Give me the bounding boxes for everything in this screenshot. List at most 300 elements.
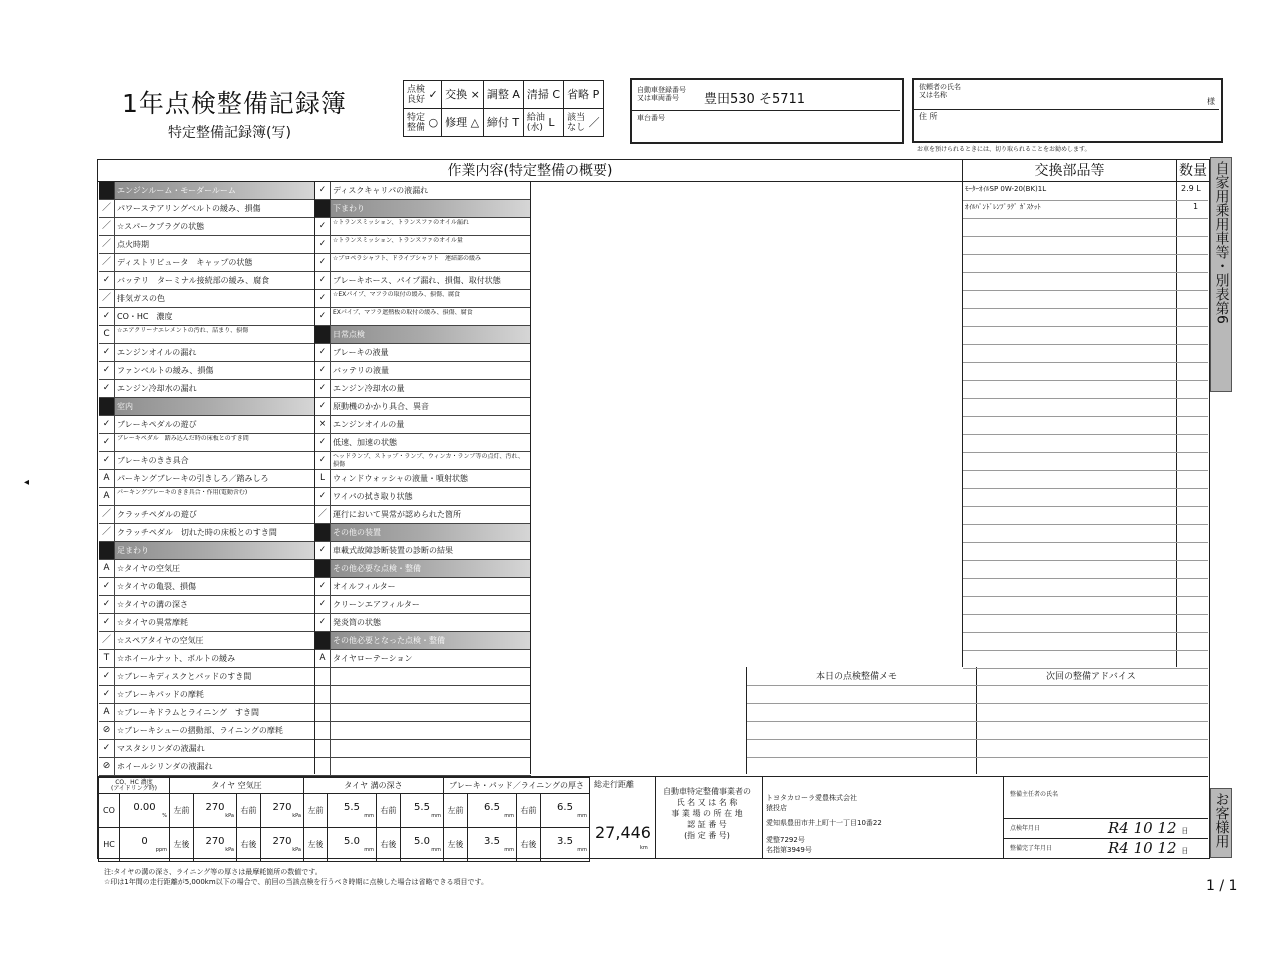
checklist-row xyxy=(99,290,315,308)
page-subtitle: 特定整備記録簿(写) xyxy=(168,125,291,141)
check-mark: A xyxy=(99,560,115,577)
check-label: ☆トランスミッション、トランスファのオイル量 xyxy=(333,237,463,244)
check-mark xyxy=(315,200,331,217)
client-box xyxy=(912,78,1223,143)
check-label: EXパイプ、マフラ遮熱板の取付の緩み、損傷、腐食 xyxy=(333,309,473,316)
legend-repair: 修理 △ xyxy=(442,109,484,137)
check-mark: A xyxy=(99,704,115,721)
section-header xyxy=(315,200,531,218)
check-mark xyxy=(315,524,331,541)
pad-rr: 3.5 xyxy=(557,836,573,847)
co-value: 0.00 xyxy=(133,802,156,813)
checklist-row xyxy=(99,560,315,578)
check-label: エンジンオイルの漏れ xyxy=(117,348,197,357)
chassis-label: 車台番号 xyxy=(637,114,665,122)
footnote-1: 注:タイヤの溝の深さ、ライニング等の厚さは最摩耗箇所の数値です。 xyxy=(104,868,322,876)
section-header xyxy=(315,524,531,542)
check-mark: ✓ xyxy=(99,344,115,361)
checklist-row xyxy=(315,416,531,434)
grid-line xyxy=(963,632,1208,633)
check-mark: L xyxy=(315,470,331,487)
hc-label: HC xyxy=(99,828,120,862)
part-qty: 1 xyxy=(1193,202,1199,211)
checklist-row xyxy=(99,740,315,758)
checklist-row xyxy=(99,524,315,542)
check-mark xyxy=(315,632,331,649)
check-mark: ✓ xyxy=(315,344,331,361)
check-label: クリーンエアフィルター xyxy=(333,600,420,609)
side-tab-customer xyxy=(1210,788,1232,858)
check-mark xyxy=(315,686,331,703)
inspect-date: R4 10 12 日 xyxy=(1108,819,1189,837)
check-mark: ✓ xyxy=(315,308,331,325)
part-qty: 2.9 L xyxy=(1181,184,1201,193)
grid-line xyxy=(963,218,1208,219)
check-label: ☆プロペラシャフト、ドライブシャフト 連結部の緩み xyxy=(333,255,482,262)
grid-line xyxy=(747,685,1208,686)
check-mark: ✓ xyxy=(315,272,331,289)
checklist-row xyxy=(315,290,531,308)
checklist-row xyxy=(315,578,531,596)
checklist-row xyxy=(99,236,315,254)
check-label: 低速、加速の状態 xyxy=(333,438,397,447)
check-label: CO・HC 濃度 xyxy=(117,312,173,321)
check-mark: ✓ xyxy=(315,290,331,307)
checklist-row xyxy=(315,272,531,290)
check-label: ☆タイヤの異常摩耗 xyxy=(117,618,189,627)
grid-line xyxy=(963,488,1208,489)
side-tab-label: 自家用乗用車等・別表第6 xyxy=(1213,161,1230,324)
check-label xyxy=(333,668,529,685)
column-divider xyxy=(655,777,656,858)
check-mark: ✓ xyxy=(315,614,331,631)
check-mark: × xyxy=(315,416,331,433)
check-mark: ✓ xyxy=(99,578,115,595)
business-name: トヨタカローラ愛豊株式会社 xyxy=(766,794,857,802)
check-mark: ✓ xyxy=(315,218,331,235)
complete-label: 整備完了年月日 xyxy=(1010,845,1053,852)
reg-label: 自動車登録番号 又は車両番号 xyxy=(637,86,686,102)
checklist-row xyxy=(315,236,531,254)
check-label: ☆トランスミッション、トランスファのオイル漏れ xyxy=(333,219,469,226)
checklist-row xyxy=(99,362,315,380)
check-mark xyxy=(315,758,331,775)
check-mark: ✓ xyxy=(315,362,331,379)
grid-line xyxy=(963,596,1208,597)
checklist-row xyxy=(99,272,315,290)
check-label: ☆エアクリーナエレメントの汚れ、詰まり、損傷 xyxy=(117,327,249,334)
checklist-row xyxy=(315,542,531,560)
check-label: エンジンルーム・モーダールーム xyxy=(117,186,236,195)
check-mark: T xyxy=(99,650,115,667)
work-header: 作業内容(特定整備の概要) xyxy=(98,160,962,182)
check-label xyxy=(333,686,529,703)
pressure-rr: 270 xyxy=(272,836,292,847)
section-divider xyxy=(98,776,1208,777)
check-mark: ✓ xyxy=(315,596,331,613)
check-mark: A xyxy=(99,470,115,487)
legend-tighten: 締付 T xyxy=(483,109,523,137)
checklist-row xyxy=(315,452,531,470)
check-mark: ✓ xyxy=(315,398,331,415)
legend-clean: 清掃 C xyxy=(523,81,563,109)
check-mark: ✓ xyxy=(315,254,331,271)
checklist-row xyxy=(99,218,315,236)
pressure-fr: 270 xyxy=(272,802,292,813)
check-label: エンジン冷却水の量 xyxy=(333,384,405,393)
tread-fr: 5.5 xyxy=(414,802,430,813)
check-mark: ✓ xyxy=(99,668,115,685)
check-mark: ／ xyxy=(99,506,115,523)
check-label: ディストリビュータ キャップの状態 xyxy=(117,258,253,267)
check-mark: ✓ xyxy=(315,452,331,469)
checklist-row xyxy=(315,740,531,758)
check-label: その他必要となった点検・整備 xyxy=(333,636,445,645)
check-label: ウィンドウォッシャの液量・噴射状態 xyxy=(333,474,469,483)
section-header xyxy=(315,560,531,578)
qty-header: 数量 xyxy=(1176,160,1209,182)
checklist-row xyxy=(99,704,315,722)
check-label: ☆スペアタイヤの空気圧 xyxy=(117,636,204,645)
check-label: ディスクキャリパの液漏れ xyxy=(333,186,429,195)
check-mark: ／ xyxy=(99,200,115,217)
side-tab-form-type xyxy=(1210,157,1232,392)
tread-rr: 5.0 xyxy=(414,836,430,847)
check-label: 日常点検 xyxy=(333,330,365,339)
grid-line xyxy=(963,416,1208,417)
business-branch: 猿投店 xyxy=(766,804,787,812)
grid-line xyxy=(963,326,1208,327)
legend-special: 特定 整備 ○ xyxy=(404,109,442,137)
check-mark: ✓ xyxy=(315,236,331,253)
check-mark: ✓ xyxy=(315,488,331,505)
grid-line xyxy=(963,254,1208,255)
legend-na: 該当 なし ／ xyxy=(564,109,604,137)
check-label: ☆タイヤの空気圧 xyxy=(117,564,181,573)
odometer-unit: km xyxy=(640,845,648,851)
check-label: パーキングブレーキのきき具合・作用(電動含む) xyxy=(117,489,248,496)
client-address-label: 住 所 xyxy=(919,112,938,121)
check-mark: ✓ xyxy=(315,434,331,451)
check-label: 下まわり xyxy=(333,204,365,213)
checklist-row xyxy=(315,380,531,398)
symbol-legend xyxy=(403,80,604,137)
check-mark xyxy=(99,398,115,415)
designation-number: 名指第3949号 xyxy=(766,846,812,854)
check-label: ブレーキホース、パイプ漏れ、損傷、取付状態 xyxy=(333,276,501,285)
check-label: ☆ブレーキドラムとライニング すき間 xyxy=(117,708,260,717)
column-divider xyxy=(530,182,531,774)
grid-line xyxy=(963,344,1208,345)
checklist-row xyxy=(315,182,531,200)
check-mark: ／ xyxy=(99,524,115,541)
client-name-label: 依頼者の氏名 又は名称 xyxy=(919,83,961,99)
check-mark: ⊘ xyxy=(99,722,115,739)
checklist-row xyxy=(99,578,315,596)
grid-line xyxy=(963,200,1208,201)
check-label: 排気ガスの色 xyxy=(117,294,165,303)
check-mark: ⊘ xyxy=(99,758,115,775)
page-title: 1年点検整備記録簿 xyxy=(122,89,347,118)
section-header xyxy=(315,632,531,650)
tread-rl: 5.0 xyxy=(344,836,360,847)
tire-pressure-label: タイヤ 空気圧 xyxy=(170,778,304,794)
checklist-row xyxy=(315,362,531,380)
odometer-label: 総走行距離 xyxy=(594,780,634,789)
grid-line xyxy=(963,362,1208,363)
business-labels: 自動車特定整備事業者の 氏 名 又 は 名 称 事 業 場 の 所 在 地 認 証 番 号 (指 定 番 号) xyxy=(663,787,751,840)
legend-good: 点検 良好 ✓ xyxy=(404,81,442,109)
pad-fl: 6.5 xyxy=(484,802,500,813)
checklist-row xyxy=(99,308,315,326)
check-label: バッテリの液量 xyxy=(333,366,389,375)
check-label: 運行において異常が認められた箇所 xyxy=(333,510,461,519)
part-name: ﾓｰﾀｰｵｲﾙSP 0W-20(BK)1L xyxy=(965,185,1047,193)
check-mark: C xyxy=(99,326,115,343)
checklist-row xyxy=(99,650,315,668)
complete-date-row xyxy=(1004,838,1208,858)
checklist-row xyxy=(99,254,315,272)
check-mark: ／ xyxy=(315,506,331,523)
grid-line xyxy=(963,452,1208,453)
check-label: ブレーキペダル 踏み込んだ時の床板とのすき間 xyxy=(117,435,249,442)
reg-number: 豊田530 そ5711 xyxy=(704,92,806,107)
check-label: 車載式故障診断装置の診断の結果 xyxy=(333,546,453,555)
footnote-2: ☆印は1年間の走行距離が5,000km以下の場合で、前回の当該点検を行うべき時期に点検した場合は省略できる項目です。 xyxy=(104,878,488,886)
check-label: ☆タイヤの亀裂、損傷 xyxy=(117,582,197,591)
grid-line xyxy=(963,470,1208,471)
checklist-row xyxy=(99,686,315,704)
checklist-row xyxy=(315,596,531,614)
checklist-row xyxy=(315,218,531,236)
checklist-row xyxy=(99,380,315,398)
check-label: パーキングブレーキの引きしろ／踏みしろ xyxy=(117,474,269,483)
grid-line xyxy=(963,290,1208,291)
check-label: ☆ホイールナット、ボルトの緩み xyxy=(117,654,236,663)
check-label: ☆ブレーキシューの摺動部、ライニングの摩耗 xyxy=(117,726,283,735)
check-mark xyxy=(315,668,331,685)
checklist-row xyxy=(315,308,531,326)
check-label: 室内 xyxy=(117,402,133,411)
complete-date: R4 10 12 日 xyxy=(1108,839,1189,857)
measurement-table: CO、HC 濃度 (アイドリング時) タイヤ 空気圧 タイヤ 溝の深さ ブレーキ・パッド／ライニングの厚さ CO 0.00 % 左前 270 kPa 右前 270 kPa 左前 5.5 mm 右前 5.5 mm 左前 6.5 mm 右前 6.5 mm HC 0 ppm 左後 270 kPa 右後 270 kPa 左後 5.0 mm 右後 5.0 mm 左後 3.5 mm 右後 3.5 mm xyxy=(98,777,590,862)
check-label: クラッチペダルの遊び xyxy=(117,510,197,519)
check-mark: A xyxy=(315,650,331,667)
checklist-row xyxy=(99,200,315,218)
section-header xyxy=(99,542,315,560)
grid-line xyxy=(963,380,1208,381)
check-mark: ✓ xyxy=(99,416,115,433)
check-mark: ／ xyxy=(99,632,115,649)
grid-line xyxy=(963,272,1208,273)
tread-fl: 5.5 xyxy=(344,802,360,813)
check-label: タイヤローテーション xyxy=(333,654,413,663)
section-header xyxy=(99,398,315,416)
check-mark: ✓ xyxy=(99,272,115,289)
side-tab-label: お客様用 xyxy=(1213,792,1230,848)
checklist-row xyxy=(99,596,315,614)
grid-line xyxy=(963,560,1208,561)
checklist-row xyxy=(99,344,315,362)
check-mark: ✓ xyxy=(99,362,115,379)
section-header xyxy=(315,326,531,344)
grid-line xyxy=(747,703,1208,704)
check-label: クラッチペダル 切れた時の床板とのすき間 xyxy=(117,528,277,537)
grid-line xyxy=(963,524,1208,525)
today-memo-header: 本日の点検整備メモ xyxy=(816,672,898,682)
checklist-row xyxy=(315,650,531,668)
check-label: ブレーキの液量 xyxy=(333,348,389,357)
grid-line xyxy=(963,398,1208,399)
checklist-row xyxy=(99,632,315,650)
checklist-row xyxy=(99,416,315,434)
checklist-row xyxy=(315,722,531,740)
check-mark: ✓ xyxy=(315,578,331,595)
checklist-row xyxy=(99,722,315,740)
check-mark: ✓ xyxy=(99,740,115,757)
check-label: 発炎筒の状態 xyxy=(333,618,381,627)
co-hc-label: CO、HC 濃度 (アイドリング時) xyxy=(99,778,170,794)
check-mark xyxy=(99,542,115,559)
grid-line xyxy=(963,506,1208,507)
check-label xyxy=(333,740,529,757)
checklist-row xyxy=(315,506,531,524)
check-mark xyxy=(315,722,331,739)
check-label: 点火時期 xyxy=(117,240,149,249)
part-name: ｵｲﾙﾊﾟﾝﾄﾞﾚﾝﾌﾟﾗｸﾞ ｶﾞｽｹｯﾄ xyxy=(965,203,1041,211)
pressure-rl: 270 xyxy=(205,836,225,847)
check-mark: ✓ xyxy=(99,614,115,631)
legend-lubricate: 給油 (水) L xyxy=(523,109,563,137)
check-mark: ／ xyxy=(99,254,115,271)
check-label: その他の装置 xyxy=(333,528,381,537)
checklist-row xyxy=(315,668,531,686)
checklist-row xyxy=(315,344,531,362)
column-divider xyxy=(589,777,590,858)
check-mark xyxy=(315,326,331,343)
column-divider xyxy=(314,182,315,774)
checklist-row xyxy=(99,434,315,452)
grid-line xyxy=(963,308,1208,309)
vehicle-box xyxy=(630,78,904,144)
checklist-row xyxy=(99,488,315,506)
inspect-label: 点検年月日 xyxy=(1010,825,1041,832)
check-label: ヘッドランプ、ストップ・ランプ、ウィンカ・ランプ等の点灯、汚れ、損傷 xyxy=(333,453,524,468)
pad-rl: 3.5 xyxy=(484,836,500,847)
chief-label: 整備主任者の氏名 xyxy=(1010,791,1059,798)
check-label: その他必要な点検・整備 xyxy=(333,564,421,573)
check-label: ☆EXパイプ、マフラの取付の緩み、損傷、腐食 xyxy=(333,291,460,298)
check-label: 原動機のかかり具合、異音 xyxy=(333,402,429,411)
checklist-row xyxy=(99,452,315,470)
legend-replace: 交換 × xyxy=(442,81,484,109)
check-label: ☆ブレーキパッドの摩耗 xyxy=(117,690,204,699)
cert-number: 愛整7292号 xyxy=(766,836,805,844)
pressure-fl: 270 xyxy=(205,802,225,813)
page-number: 1 / 1 xyxy=(1206,878,1238,894)
checklist-row xyxy=(99,614,315,632)
check-mark: ／ xyxy=(99,236,115,253)
checklist-row xyxy=(315,470,531,488)
check-mark: ✓ xyxy=(315,380,331,397)
check-mark: ✓ xyxy=(99,686,115,703)
check-mark: ✓ xyxy=(99,308,115,325)
checklist-row xyxy=(315,434,531,452)
check-label: ☆ブレーキディスクとパッドのすき間 xyxy=(117,672,252,681)
inspect-date-row xyxy=(1004,818,1208,838)
checklist-row xyxy=(315,758,531,776)
check-mark: ／ xyxy=(99,218,115,235)
checklist-row xyxy=(99,326,315,344)
check-label: ワイパの拭き取り状態 xyxy=(333,492,413,501)
checklist-row xyxy=(315,398,531,416)
parts-header: 交換部品等 xyxy=(962,160,1176,182)
check-label xyxy=(333,722,529,739)
check-mark xyxy=(99,182,115,199)
client-sama: 様 xyxy=(1207,97,1215,106)
check-mark xyxy=(315,740,331,757)
checklist-row xyxy=(315,488,531,506)
check-label: ブレーキのきき具合 xyxy=(117,456,189,465)
checklist-row xyxy=(99,758,315,776)
co-label: CO xyxy=(99,794,120,828)
check-mark: ✓ xyxy=(99,434,115,451)
grid-line xyxy=(747,721,1208,722)
pad-label: ブレーキ・パッド／ライニングの厚さ xyxy=(444,778,590,794)
page-arrow-left-icon[interactable]: ◂ xyxy=(24,477,30,488)
pad-fr: 6.5 xyxy=(557,802,573,813)
check-mark: A xyxy=(99,488,115,505)
column-divider xyxy=(762,777,763,858)
hc-value: 0 xyxy=(141,836,148,847)
odometer-value: 27,446 xyxy=(595,823,651,842)
check-mark: ✓ xyxy=(99,596,115,613)
check-mark: ✓ xyxy=(99,452,115,469)
checklist-row xyxy=(315,686,531,704)
check-label: マスタシリンダの液漏れ xyxy=(117,744,205,753)
check-mark xyxy=(315,704,331,721)
check-label: オイルフィルター xyxy=(333,582,396,591)
grid-line xyxy=(963,434,1208,435)
check-label: ブレーキペダルの遊び xyxy=(117,420,197,429)
client-note: お車を預けられるときには、切り取られることをお勧めします。 xyxy=(917,146,1091,153)
check-label: ☆スパークプラグの状態 xyxy=(117,222,205,231)
tread-label: タイヤ 溝の深さ xyxy=(304,778,444,794)
checklist-row xyxy=(315,614,531,632)
grid-line xyxy=(963,614,1208,615)
check-label: ☆タイヤの溝の深さ xyxy=(117,600,189,609)
business-address: 愛知県豊田市井上町十一丁目10番22 xyxy=(766,819,882,827)
check-label: バッテリ ターミナル接続部の緩み、腐食 xyxy=(117,276,270,285)
grid-line xyxy=(747,739,1208,740)
grid-line xyxy=(963,578,1208,579)
check-label xyxy=(333,758,529,775)
legend-adjust: 調整 A xyxy=(483,81,523,109)
check-label: エンジン冷却水の漏れ xyxy=(117,384,197,393)
check-mark: ✓ xyxy=(315,182,331,199)
grid-line xyxy=(963,650,1208,651)
section-header xyxy=(99,182,315,200)
advice-header: 次回の整備アドバイス xyxy=(1046,672,1136,682)
check-mark xyxy=(315,560,331,577)
check-mark: ✓ xyxy=(315,542,331,559)
checklist-row xyxy=(99,668,315,686)
check-mark: ／ xyxy=(99,290,115,307)
check-mark: ✓ xyxy=(99,380,115,397)
checklist-row xyxy=(315,704,531,722)
grid-line xyxy=(747,757,1208,758)
check-label: 足まわり xyxy=(117,546,149,555)
